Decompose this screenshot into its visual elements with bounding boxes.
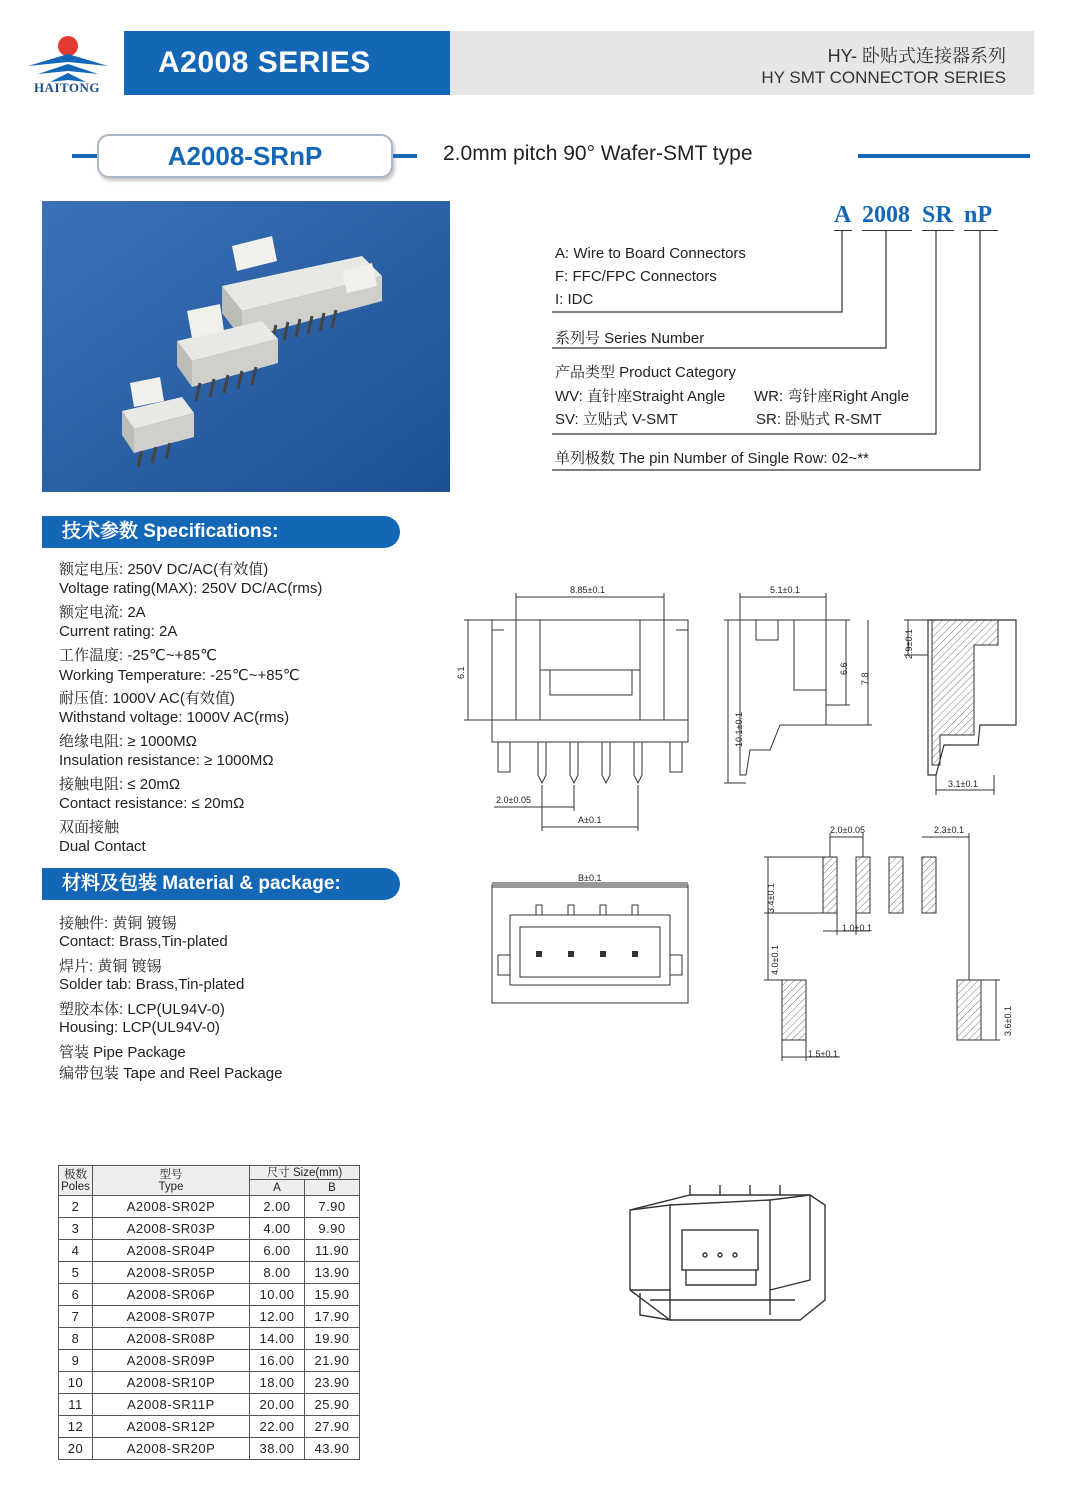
isometric-drawing	[610, 1175, 840, 1345]
dim-front-height: 6.1	[456, 666, 466, 679]
code-type-a: A: Wire to Board Connectors	[555, 245, 746, 262]
model-name: A2008-SRnP	[97, 134, 393, 178]
dim-pad-pitch: 2.0±0.05	[830, 825, 865, 835]
spec-line: 绝缘电阻: ≥ 1000MΩ	[59, 733, 197, 750]
dim-section-top: 2.9±0.1	[904, 629, 914, 659]
dim-pad-h: 3.4±0.1	[766, 883, 776, 913]
header-title-cn: HY- 卧贴式连接器系列	[827, 46, 1006, 66]
table-row: 4 A2008-SR04P 6.00 11.90	[59, 1240, 360, 1262]
code-part-pins: nP	[964, 201, 998, 231]
dim-pitch: 2.0±0.05	[496, 795, 531, 805]
material-line: 管装 Pipe Package	[59, 1044, 186, 1061]
spec-line: 工作温度: -25℃~+85℃	[59, 647, 217, 664]
table-row: 3 A2008-SR03P 4.00 9.90	[59, 1218, 360, 1240]
code-category-sv: SV: 立贴式 V-SMT	[555, 411, 678, 428]
code-series-number: 系列号 Series Number	[555, 330, 705, 347]
col-a: A	[250, 1180, 305, 1196]
material-line: 编带包装 Tape and Reel Package	[59, 1065, 283, 1082]
col-poles: 极数 Poles	[59, 1166, 93, 1196]
dim-a: A±0.1	[578, 815, 602, 825]
part-code-leader-lines	[540, 228, 1000, 478]
part-code	[830, 201, 1040, 231]
header-title-en: HY SMT CONNECTOR SERIES	[761, 68, 1006, 87]
dim-pad-gap: 4.0±0.1	[770, 945, 780, 975]
series-title: A2008 SERIES	[124, 31, 450, 95]
code-type-i: I: IDC	[555, 291, 594, 308]
dim-side-width: 5.1±0.1	[770, 585, 800, 595]
spec-line: 耐压值: 1000V AC(有效值)	[59, 690, 235, 707]
material-line: 塑胶本体: LCP(UL94V-0)	[59, 1001, 225, 1018]
spec-line: 双面接触	[59, 819, 120, 836]
material-line: Solder tab: Brass,Tin-plated	[59, 976, 245, 993]
spec-line: 接触电阻: ≤ 20mΩ	[59, 776, 181, 793]
table-row: 5 A2008-SR05P 8.00 13.90	[59, 1262, 360, 1284]
material-line: Contact: Brass,Tin-plated	[59, 933, 228, 950]
dim-pad-w: 1.0±0.1	[842, 923, 872, 933]
table-row: 6 A2008-SR06P 10.00 15.90	[59, 1284, 360, 1306]
table-row: 20 A2008-SR20P 38.00 43.90	[59, 1438, 360, 1460]
material-line: 接触件: 黄铜 镀锡	[59, 915, 177, 932]
dim-side-h1: 6.6	[839, 662, 849, 675]
model-size-table	[58, 1165, 360, 1460]
dim-bottom-b: B±0.1	[578, 873, 602, 883]
dim-tab-w: 1.5±0.1	[808, 1049, 838, 1059]
spec-line: 额定电流: 2A	[59, 604, 146, 621]
code-type-f: F: FFC/FPC Connectors	[555, 268, 717, 285]
logo-text: HAITONG	[33, 80, 101, 95]
spec-line: Withstand voltage: 1000V AC(rms)	[59, 709, 290, 726]
code-category-wv: WV: 直针座Straight Angle	[555, 388, 726, 405]
code-part-series: 2008	[862, 201, 912, 231]
dim-section-bottom: 3.1±0.1	[948, 779, 978, 789]
code-pin-number: 单列极数 The pin Number of Single Row: 02~**	[555, 450, 869, 467]
col-b: B	[305, 1180, 360, 1196]
dim-tab-h: 3.6±0.1	[1003, 1006, 1013, 1036]
specifications-heading: 技术参数 Specifications:	[42, 516, 400, 548]
dim-side-total: 10.1±0.1	[734, 712, 744, 747]
col-size: 尺寸 Size(mm)	[250, 1166, 360, 1180]
code-category-title: 产品类型 Product Category	[555, 364, 736, 381]
spec-line: Dual Contact	[59, 838, 146, 855]
table-row: 2 A2008-SR02P 2.00 7.90	[59, 1196, 360, 1218]
spec-line: Current rating: 2A	[59, 623, 178, 640]
table-row: 10 A2008-SR10P 18.00 23.90	[59, 1372, 360, 1394]
table-row: 7 A2008-SR07P 12.00 17.90	[59, 1306, 360, 1328]
table-row: 12 A2008-SR12P 22.00 27.90	[59, 1416, 360, 1438]
divider	[393, 154, 417, 158]
code-part-prefix: A	[834, 201, 852, 231]
spec-line: Working Temperature: -25℃~+85℃	[59, 667, 300, 684]
dim-side-h2: 7.8	[860, 672, 870, 685]
dim-pad-tab: 2.3±0.1	[934, 825, 964, 835]
table-row: 8 A2008-SR08P 14.00 19.90	[59, 1328, 360, 1350]
table-row: 9 A2008-SR09P 16.00 21.90	[59, 1350, 360, 1372]
material-line: 焊片: 黄铜 镀锡	[59, 958, 162, 975]
material-heading: 材料及包装 Material & package:	[42, 868, 400, 900]
code-category-wr: WR: 弯针座Right Angle	[754, 388, 910, 405]
material-line: Housing: LCP(UL94V-0)	[59, 1019, 220, 1036]
dim-front-width: 8.85±0.1	[570, 585, 605, 595]
spec-line: Insulation resistance: ≥ 1000MΩ	[59, 752, 274, 769]
col-type: 型号 Type	[93, 1166, 250, 1196]
product-photo	[42, 201, 450, 492]
spec-line: Contact resistance: ≤ 20mΩ	[59, 795, 245, 812]
code-part-category: SR	[922, 201, 954, 231]
table-row: 11 A2008-SR11P 20.00 25.90	[59, 1394, 360, 1416]
technical-drawings	[450, 575, 1060, 1075]
divider	[858, 154, 1030, 158]
spec-line: Voltage rating(MAX): 250V DC/AC(rms)	[59, 580, 323, 597]
code-category-sr: SR: 卧贴式 R-SMT	[756, 411, 882, 428]
model-description: 2.0mm pitch 90° Wafer-SMT type	[443, 142, 753, 165]
spec-line: 额定电压: 250V DC/AC(有效值)	[59, 561, 269, 578]
